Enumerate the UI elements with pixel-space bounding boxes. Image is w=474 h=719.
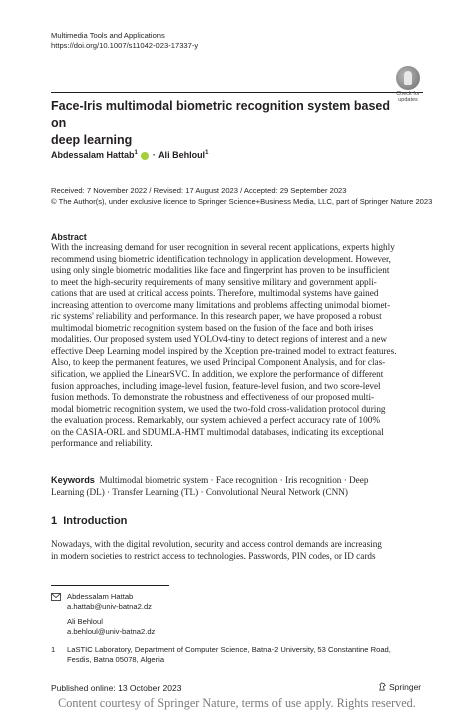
badge-line1: Check for: [396, 91, 420, 97]
keywords-line2: Learning (DL) · Transfer Learning (TL) · Convolutional Neural Network (CNN): [51, 486, 348, 497]
author-separator: ·: [150, 150, 159, 160]
author-name[interactable]: Ali Behloul: [158, 150, 206, 160]
affiliation-line2: Fesdis, Batna 05078, Algeria: [67, 655, 165, 664]
affiliation-number: 1: [51, 645, 56, 654]
contact-1: [67, 592, 152, 612]
abstract-line: effective Deep Learning model inspired by the Xception pre-trained model to extract features.: [51, 345, 397, 356]
affiliation-ref: 1: [134, 150, 138, 156]
abstract-line: With the increasing demand for user recognition in several recent applications, experts highly: [51, 242, 395, 252]
abstract-line: performance and reliability.: [51, 438, 153, 449]
title-line2: deep learning: [51, 133, 133, 147]
publication-dates: [51, 186, 432, 207]
keywords-line1: Multimodal biometric system · Face recognition · Iris recognition · Deep: [99, 475, 369, 485]
abstract-line: on the CASIA-ORL and SDUMLA-HMT multimodal databases, indicating its exceptional: [51, 426, 384, 437]
published-date: Published online: 13 October 2023: [51, 683, 182, 693]
contact-2: [67, 617, 155, 637]
abstract-line: to meet the high-security requirements of many sensitive military and government appli-: [51, 276, 377, 287]
dates-line: Received: 7 November 2022 / Revised: 17 August 2023 / Accepted: 29 September 2023: [51, 186, 347, 195]
contact-email[interactable]: a.hattab@univ-batna2.dz: [67, 602, 152, 611]
abstract-line: recommend using biometric identification technology in application development. However,: [51, 253, 391, 264]
abstract-line: fusion methods. To demonstrate the robustness and effectiveness of our proposed multi-: [51, 392, 375, 403]
contact-name: Abdessalam Hattab: [67, 592, 134, 601]
abstract-line: modalities. Our proposed system used YOLOv4-tiny to detect regions of interest and a new: [51, 334, 387, 345]
abstract-line: Also, to keep the permanent features, we used Principal Component Analysis, and for clas-: [51, 357, 386, 368]
abstract-line: fusion approaches, including image-level fusion, feature-level fusion, and two score-level: [51, 380, 381, 391]
affiliation: [67, 645, 391, 665]
abstract-line: the evaluation process. Remarkably, our system achieved a perfect accuracy rate of 100%: [51, 415, 380, 426]
affiliation-line1: LaSTIC Laboratory, Department of Computer Science, Batna-2 University, 53 Constantine Road,: [67, 645, 391, 654]
badge-line2: updates: [398, 97, 418, 103]
abstract-line: cations that are used at critical access points. Therefore, multimodal systems have gained: [51, 288, 379, 299]
horse-icon: [378, 682, 387, 691]
author-list: [51, 150, 208, 160]
affiliation-ref: 1: [205, 150, 209, 156]
orcid-icon[interactable]: [141, 152, 149, 160]
keywords-label: Keywords: [51, 475, 95, 485]
section-number: 1: [51, 515, 58, 527]
footnote-rule: [51, 585, 169, 586]
check-for-updates-badge[interactable]: [394, 66, 422, 104]
intro-line: in modern societies to restrict access to technologies. Passwords, PIN codes, or ID cards: [51, 550, 376, 561]
intro-line: Nowadays, with the digital revolution, security and access control demands are increasing: [51, 539, 382, 549]
header-rule: [51, 92, 423, 93]
section-title: Introduction: [63, 515, 128, 527]
copyright-line: © The Author(s), under exclusive licence to Springer Science+Business Media, LLC, part of Springer Nature 2023: [51, 196, 433, 206]
abstract-heading: Abstract: [51, 232, 87, 242]
section-heading: [51, 515, 127, 527]
springer-logo[interactable]: [378, 682, 421, 692]
abstract-line: increasing attention to overcome many limitations and problems affecting unimodal biomet-: [51, 299, 391, 310]
title-line1: Face-Iris multimodal biometric recognition system based on: [51, 99, 390, 130]
contact-email[interactable]: a.behloul@univ-batna2.dz: [67, 627, 156, 636]
journal-name: Multimedia Tools and Applications: [51, 31, 165, 40]
abstract-line: sification, we applied the LinearSVC. In addition, we explore the performance of different: [51, 369, 384, 380]
abstract-line: using only single biometric modalities like face and fingerprint has proven to be insufficient: [51, 265, 390, 276]
abstract-line: ric systems' reliability and performance. In this research paper, we have proposed a robust: [51, 311, 382, 322]
abstract-line: multimodal biometric recognition system based on the fusion of the face and both irises: [51, 322, 374, 333]
contact-name: Ali Behloul: [67, 617, 103, 626]
springer-label: Springer: [389, 682, 422, 692]
intro-paragraph: [51, 539, 424, 562]
doi-link[interactable]: https://doi.org/10.1007/s11042-023-17337-y: [51, 41, 199, 50]
paper-title: [51, 98, 391, 149]
bookmark-icon: [396, 66, 420, 90]
abstract-line: modal biometric recognition system, we used the two-fold cross-validation protocol during: [51, 403, 386, 414]
courtesy-notice: Content courtesy of Springer Nature, terms of use apply. Rights reserved.: [58, 696, 416, 710]
envelope-icon: [51, 593, 61, 601]
keywords: [51, 475, 424, 498]
author-name[interactable]: Abdessalam Hattab: [51, 150, 135, 160]
abstract-body: [51, 242, 424, 450]
